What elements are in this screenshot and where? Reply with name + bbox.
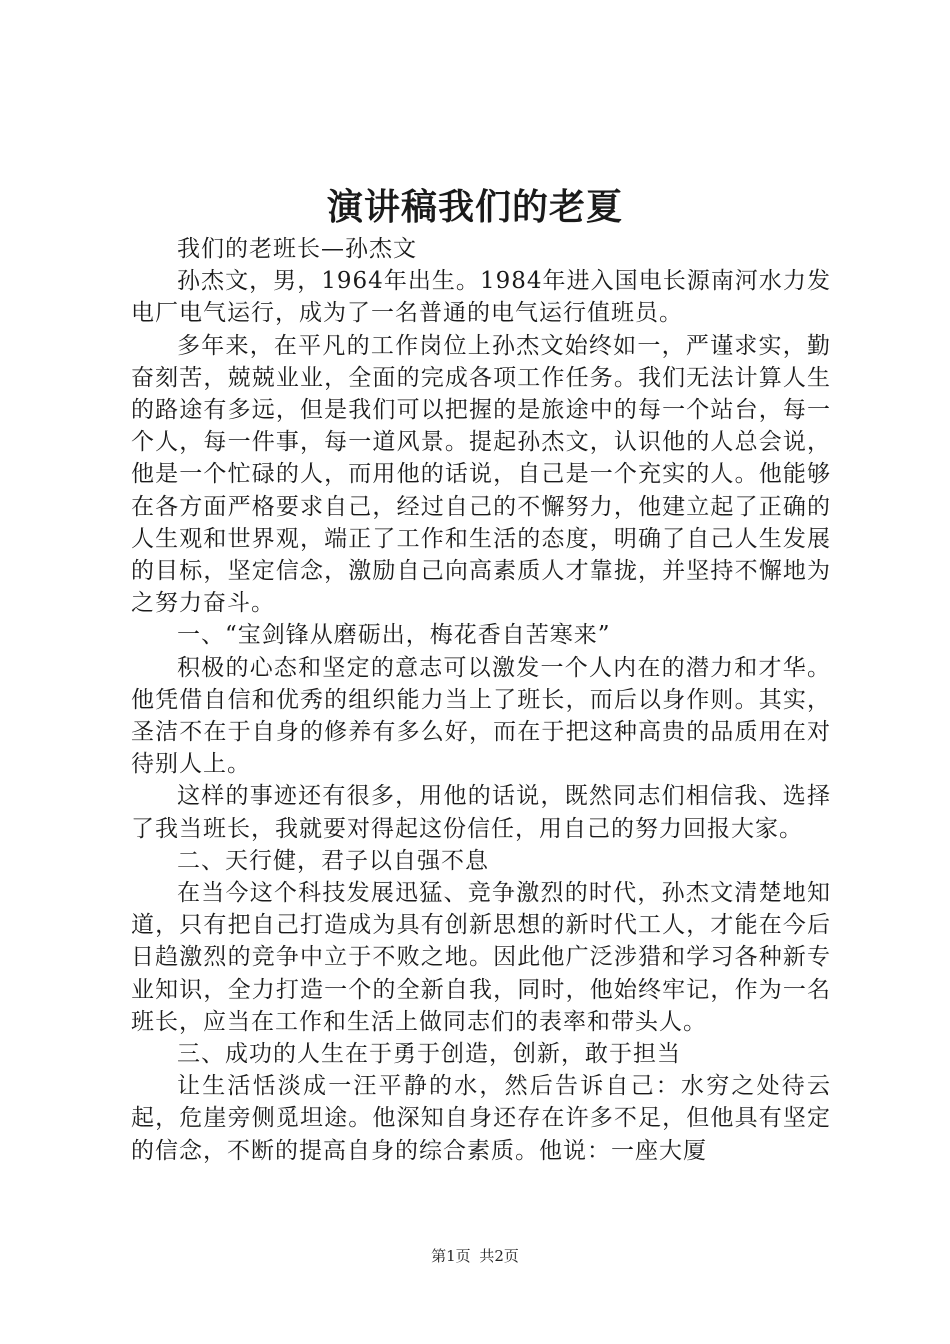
paragraph-section-3: 让生活恬淡成一汪平静的水，然后告诉自己：水穷之处待云起，危崖旁侧觅坦途。他深知自身还存在许多不足，但他具有坚定的信念，不断的提高自身的综合素质。他说：一座大厦	[131, 1073, 831, 1164]
paragraph-section-1b: 这样的事迹还有很多，用他的话说，既然同志们相信我、选择了我当班长，我就要对得起这份信任，用自己的努力回报大家。	[131, 783, 831, 842]
paragraph-overview: 多年来，在平凡的工作岗位上孙杰文始终如一，严谨求实，勤奋刻苦，兢兢业业，全面的完成各项工作任务。我们无法计算人生的路途有多远，但是我们可以把握的是旅途中的每一个站台，每一个人，每一件事，每一道风景。提起孙杰文，认识他的人总会说，他是一个忙碌的人，而用他的话说，自己是一个充实的人。他能够在各方面严格要求自己，经过自己的不懈努力，他建立起了正确的人生观和世界观，端正了工作和生活的态度，明确了自己人生发展的目标，坚定信念，激励自己向高素质人才靠拢，并坚持不懈地为之努力奋斗。	[131, 332, 831, 617]
page-number: 第1页	[431, 1247, 471, 1265]
paragraph-section-2: 在当今这个科技发展迅猛、竞争激烈的时代，孙杰文清楚地知道，只有把自己打造成为具有创新思想的新时代工人，才能在今后日趋激烈的竞争中立于不败之地。因此他广泛涉猎和学习各种新专业知识，全力打造一个的全新自我，同时，他始终牢记，作为一名班长，应当在工作和生活上做同志们的表率和带头人。	[131, 880, 831, 1035]
document-body	[131, 233, 831, 1167]
page-total: 共2页	[479, 1247, 519, 1265]
page-footer	[0, 1246, 950, 1266]
section-heading-3: 三、成功的人生在于勇于创造，创新，敢于担当	[177, 1041, 681, 1068]
paragraph-section-1a: 积极的心态和坚定的意志可以激发一个人内在的潜力和才华。他凭借自信和优秀的组织能力当上了班长，而后以身作则。其实，圣洁不在于自身的修养有多么好，而在于把这种高贵的品质用在对待别人上。	[131, 654, 831, 778]
section-heading-2: 二、天行健，君子以自强不息	[177, 847, 489, 874]
paragraph-intro: 孙杰文，男，1964年出生。1984年进入国电长源南河水力发电厂电气运行，成为了一名普通的电气运行值班员。	[131, 268, 831, 327]
section-heading-1: 一、“宝剑锋从磨砺出，梅花香自苦寒来”	[177, 622, 611, 649]
document-title: 演讲稿我们的老夏	[326, 186, 623, 228]
paragraph-subtitle: 我们的老班长—孙杰文	[177, 236, 417, 262]
